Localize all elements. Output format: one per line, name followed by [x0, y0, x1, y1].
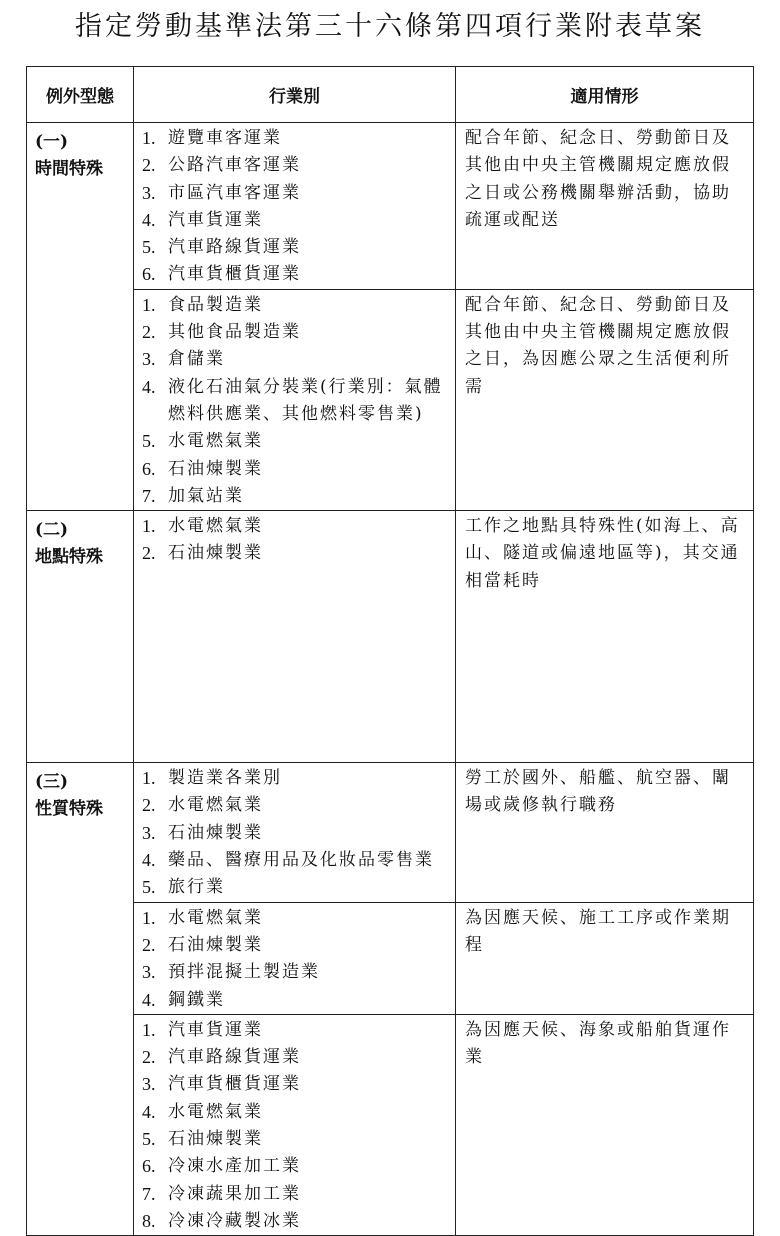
- list-item-number: 4.: [142, 1101, 156, 1122]
- industry-name: 公路汽車客運業: [168, 155, 301, 176]
- list-item-number: 4.: [142, 850, 156, 871]
- industry-cell: [134, 511, 456, 763]
- industry-name: 遊覽車客運業: [168, 128, 282, 148]
- industry-name: 預拌混擬土製造業: [168, 962, 320, 983]
- industry-list: [134, 290, 455, 510]
- list-item-number: 2.: [142, 322, 156, 343]
- industry-name: 汽車貨櫃貨運業: [168, 264, 301, 285]
- list-item-number: 6.: [142, 458, 156, 479]
- industry-name: 汽車貨櫃貨運業: [168, 1074, 301, 1095]
- list-item: [142, 234, 449, 261]
- industry-name: 其他食品製造業: [168, 322, 301, 343]
- condition-cell: 工作之地點具特殊性(如海上、高山、隧道或偏遠地區等)，其交通相當耗時: [456, 511, 754, 763]
- list-item: [142, 180, 449, 207]
- list-item-number: 1.: [142, 768, 156, 789]
- list-item: [142, 792, 449, 819]
- list-item: [142, 1071, 449, 1098]
- list-item: [142, 513, 449, 540]
- industry-list: [134, 763, 455, 901]
- list-item-number: 4.: [142, 376, 156, 397]
- list-item: [142, 292, 449, 319]
- list-item-number: 3.: [142, 822, 156, 843]
- industry-name: 鋼鐵業: [168, 989, 225, 1010]
- list-item-number: 7.: [142, 485, 156, 506]
- table-row: [27, 511, 754, 763]
- list-item: [142, 1181, 449, 1208]
- exception-type-number: (三): [35, 772, 69, 793]
- exception-type-cell: [27, 511, 134, 763]
- list-item-number: 1.: [142, 516, 156, 537]
- table-row: [27, 123, 754, 290]
- list-item-number: 1.: [142, 128, 156, 148]
- list-item: [142, 207, 449, 234]
- list-item-number: 6.: [142, 1156, 156, 1177]
- document-title: 指定勞動基準法第三十六條第四項行業附表草案: [75, 11, 705, 42]
- industry-list: [134, 511, 455, 568]
- industry-name: 藥品、醫療用品及化妝品零售業: [168, 850, 434, 871]
- industry-name: 石油煉製業: [168, 458, 263, 479]
- list-item-number: 1.: [142, 1019, 156, 1040]
- condition-cell: 配合年節、紀念日、勞動節日及其他由中央主管機關規定應放假之日，為因應公眾之生活便利所需: [456, 289, 754, 510]
- list-item: [142, 847, 449, 874]
- list-item-number: 1.: [142, 907, 156, 928]
- exception-type-cell: [27, 763, 134, 1236]
- list-item-number: 2.: [142, 934, 156, 955]
- list-item: [142, 456, 449, 483]
- list-item: [142, 987, 449, 1014]
- industry-list: [134, 903, 455, 1014]
- list-item-number: 4.: [142, 989, 156, 1010]
- industry-name: 倉儲業: [168, 349, 225, 370]
- industry-name: 冷凍水產加工業: [168, 1156, 301, 1177]
- industry-name: 冷凍蔬果加工業: [168, 1183, 301, 1204]
- table-row: [27, 289, 754, 510]
- list-item: [142, 1044, 449, 1071]
- list-item: [142, 765, 449, 792]
- industry-name: 旅行業: [168, 877, 225, 898]
- industry-name: 石油煉製業: [168, 822, 263, 843]
- industry-list: [134, 1015, 455, 1235]
- table-row: [27, 1014, 754, 1235]
- industry-name: 石油煉製業: [168, 934, 263, 955]
- list-item: [142, 428, 449, 455]
- industry-name: 冷凍冷藏製冰業: [168, 1210, 301, 1231]
- list-item-number: 5.: [142, 237, 156, 258]
- industry-name: 製造業各業別: [168, 768, 282, 789]
- exception-type-number: (一): [35, 132, 69, 152]
- industry-name: 汽車貨運業: [168, 209, 263, 230]
- condition-cell: 配合年節、紀念日、勞動節日及其他由中央主管機關規定應放假之日或公務機關舉辦活動，協助疏運或配送: [456, 123, 754, 290]
- list-item: [142, 152, 449, 179]
- list-item: [142, 932, 449, 959]
- industry-name: 汽車路線貨運業: [168, 1047, 301, 1068]
- industry-name: 市區汽車客運業: [168, 182, 301, 203]
- industry-name: 水電燃氣業: [168, 431, 263, 452]
- list-item: [142, 1153, 449, 1180]
- list-item-number: 4.: [142, 209, 156, 230]
- list-item: [142, 346, 449, 373]
- list-item: [142, 820, 449, 847]
- list-item: [142, 483, 449, 510]
- condition-cell: 為因應天候、海象或船舶貨運作業: [456, 1014, 754, 1235]
- industry-cell: [134, 289, 456, 510]
- list-item-number: 3.: [142, 1074, 156, 1095]
- industry-name: 水電燃氣業: [168, 907, 263, 928]
- header-industry: 行業別: [134, 67, 456, 123]
- list-item: [142, 959, 449, 986]
- exception-type-name: 性質特殊: [35, 799, 103, 820]
- industry-name: 汽車貨運業: [168, 1019, 263, 1040]
- list-item-number: 1.: [142, 294, 156, 315]
- table-body: [27, 123, 754, 1236]
- industry-name: 水電燃氣業: [168, 795, 263, 816]
- exception-type-name: 地點特殊: [35, 547, 103, 568]
- industry-cell: [134, 1014, 456, 1235]
- header-condition: 適用情形: [456, 67, 754, 123]
- list-item-number: 3.: [142, 182, 156, 203]
- list-item: [142, 1208, 449, 1235]
- condition-cell: 勞工於國外、船艦、航空器、闈場或歲修執行職務: [456, 763, 754, 902]
- list-item: [142, 125, 449, 152]
- list-item-number: 2.: [142, 795, 156, 816]
- list-item: [142, 905, 449, 932]
- industry-name: 液化石油氣分裝業(行業別：氣體燃料供應業、其他燃料零售業): [168, 376, 443, 424]
- list-item-number: 5.: [142, 877, 156, 898]
- list-item-number: 2.: [142, 543, 156, 564]
- list-item-number: 2.: [142, 1047, 156, 1068]
- header-row: [27, 67, 754, 123]
- list-item: [142, 1099, 449, 1126]
- list-item-number: 8.: [142, 1210, 156, 1231]
- industry-cell: [134, 763, 456, 902]
- industry-name: 石油煉製業: [168, 1129, 263, 1150]
- industry-cell: [134, 902, 456, 1014]
- list-item-number: 7.: [142, 1183, 156, 1204]
- industry-name: 水電燃氣業: [168, 1101, 263, 1122]
- list-item: [142, 540, 449, 567]
- exception-type-number: (二): [35, 520, 69, 541]
- list-item-number: 3.: [142, 349, 156, 370]
- list-item: [142, 1017, 449, 1044]
- industry-name: 水電燃氣業: [168, 516, 263, 537]
- list-item-number: 2.: [142, 155, 156, 176]
- condition-cell: 為因應天候、施工工序或作業期程: [456, 902, 754, 1014]
- industry-name: 加氣站業: [168, 485, 244, 506]
- industry-name: 汽車路線貨運業: [168, 237, 301, 258]
- list-item: [142, 874, 449, 901]
- list-item-number: 5.: [142, 1129, 156, 1150]
- list-item-number: 3.: [142, 962, 156, 983]
- industry-cell: [134, 123, 456, 290]
- industry-name: 石油煉製業: [168, 543, 263, 564]
- list-item: [142, 319, 449, 346]
- header-exception-type: 例外型態: [27, 67, 134, 123]
- table-row: [27, 902, 754, 1014]
- industry-table: [26, 66, 754, 1236]
- list-item: [142, 374, 449, 429]
- industry-name: 食品製造業: [168, 294, 263, 315]
- industry-list: [134, 123, 455, 289]
- table-row: [27, 763, 754, 902]
- list-item-number: 5.: [142, 431, 156, 452]
- list-item: [142, 261, 449, 288]
- exception-type-name: 時間特殊: [35, 159, 103, 179]
- list-item-number: 6.: [142, 264, 156, 285]
- list-item: [142, 1126, 449, 1153]
- exception-type-cell: [27, 123, 134, 511]
